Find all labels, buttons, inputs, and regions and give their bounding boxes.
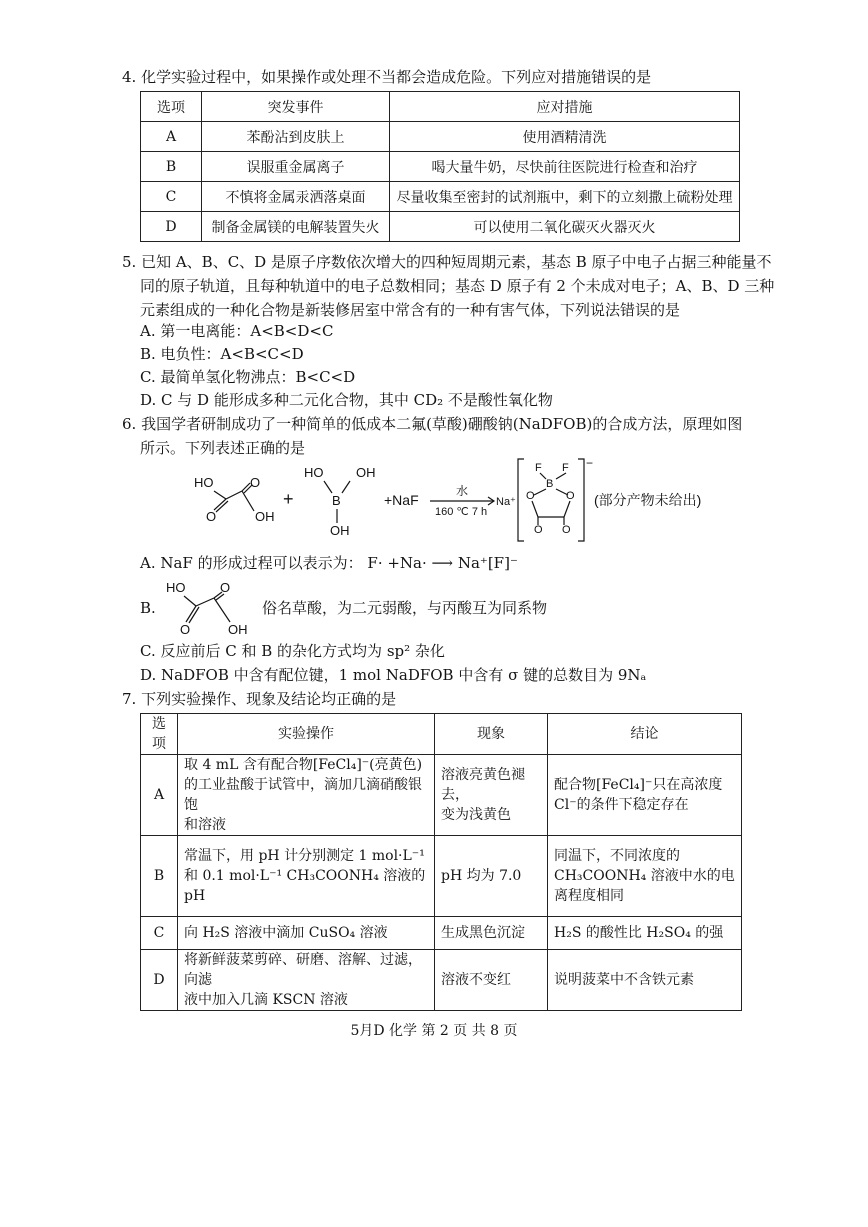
q5-option-b: B. 电负性：A<B<C<D [140, 345, 304, 363]
q7-table [140, 713, 742, 1011]
text-line: 常温下，用 pH 计分别测定 1 mol·L⁻¹ [184, 848, 425, 864]
q5-stem-line2: 同的原子轨道，且每种轨道中的电子总数相同；基态 D 原子有 2 个未成对电子；A、B、D 三种 [140, 277, 775, 295]
table-row [141, 836, 742, 917]
struct-oh: OH [228, 622, 248, 637]
cell-option: D [141, 950, 178, 1011]
formation-arrow: ⟶ [431, 554, 454, 572]
text-line: pH [184, 888, 206, 904]
bond [242, 491, 254, 511]
cell-event: 制备金属镁的电解装置失火 [202, 212, 390, 242]
product-b: B [546, 478, 554, 490]
cell-event: 苯酚沾到皮肤上 [202, 122, 390, 152]
page-footer: 5月D 化学 第 2 页 共 8 页 [350, 1023, 518, 1039]
table-row [141, 182, 740, 212]
cell-measure: 使用酒精清洗 [390, 122, 740, 152]
sodium-ion: Na⁺ [496, 496, 516, 508]
q6-option-a [140, 553, 518, 573]
cell-phenomenon: 生成黑色沉淀 [435, 917, 548, 950]
q6-option-b-text: 俗名草酸，为二元弱酸，与丙酸互为同系物 [262, 599, 548, 617]
text-line: 液中加入几滴 KSCN 溶液 [184, 992, 348, 1008]
struct-o-bottom: O [180, 622, 191, 637]
text-line: 配合物[FeCl₄]⁻只在高浓度 [554, 777, 723, 793]
product-o-ring-right: O [566, 490, 575, 502]
formation-left: F· +Na· [367, 554, 427, 572]
cell-phenomenon: pH 均为 7.0 [435, 836, 548, 917]
cell-event: 不慎将金属汞洒落桌面 [202, 182, 390, 212]
cell-phenomenon: 溶液不变红 [435, 950, 548, 1011]
q6-option-a-text: A. NaF 的形成过程可以表示为： [140, 554, 363, 572]
bracket-right [578, 459, 584, 541]
q6-option-b-label: B. [140, 599, 156, 617]
q4-table [140, 91, 740, 242]
cell-conclusion [548, 755, 742, 836]
bond [214, 491, 226, 499]
bond [184, 596, 196, 606]
bond [226, 491, 242, 499]
bracket-left [518, 459, 524, 541]
boric-oh-top: OH [356, 465, 376, 480]
bond [214, 598, 230, 622]
reaction-scheme [180, 455, 740, 545]
table-row [141, 122, 740, 152]
condition-solvent: 水 [456, 484, 469, 498]
cell-option: C [141, 917, 178, 950]
header-option: 选项 [141, 92, 202, 122]
cell-option: B [141, 836, 178, 917]
cell-operation [178, 836, 435, 917]
text-line: 的工业盐酸于试管中，滴加几滴硝酸银饱 [184, 777, 422, 813]
cell-phenomenon [435, 755, 548, 836]
oxalic-ho: HO [194, 475, 214, 490]
cell-option: D [141, 212, 202, 242]
cell-option: A [141, 755, 178, 836]
table-row [141, 212, 740, 242]
cell-operation: 向 H₂S 溶液中滴加 CuSO₄ 溶液 [178, 917, 435, 950]
header-event: 突发事件 [202, 92, 390, 122]
header-phenomenon: 现象 [435, 714, 548, 755]
bond [540, 473, 546, 479]
cell-conclusion [548, 836, 742, 917]
bond [534, 489, 546, 495]
table-header-row [141, 714, 742, 755]
option-b-structure [162, 578, 258, 638]
bond [564, 501, 570, 517]
boric-ho: HO [304, 465, 324, 480]
q5-stem-line1: 5. 已知 A、B、C、D 是原子序数依次增大的四种短周期元素，基态 B 原子中电子占据三种能量不 [122, 253, 772, 271]
cell-measure: 喝大量牛奶，尽快前往医院进行检查和治疗 [390, 152, 740, 182]
table-row [141, 917, 742, 950]
cell-measure: 可以使用二氧化碳灭火器灭火 [390, 212, 740, 242]
formation-right: Na⁺[F]⁻ [457, 554, 518, 572]
cell-measure: 尽量收集至密封的试剂瓶中，剩下的立刻撒上硫粉处理 [390, 182, 740, 212]
q4-stem: 4. 化学实验过程中，如果操作或处理不当都会造成危险。下列应对措施错误的是 [122, 68, 652, 86]
plus-naf: +NaF [384, 492, 419, 508]
text-line: CH₃COONH₄ 溶液中水的电 [554, 868, 735, 884]
text-line: 同温下，不同浓度的 [554, 848, 680, 864]
table-row [141, 950, 742, 1011]
cell-conclusion: 说明菠菜中不含铁元素 [548, 950, 742, 1011]
oxalic-o-top: O [250, 475, 261, 490]
product-o-carbonyl-left: O [534, 524, 543, 536]
cell-conclusion: H₂S 的酸性比 H₂SO₄ 的强 [548, 917, 742, 950]
table-header-row [141, 92, 740, 122]
bond [532, 501, 538, 517]
cell-operation [178, 950, 435, 1011]
header-measure: 应对措施 [390, 92, 740, 122]
table-row [141, 152, 740, 182]
oxalic-o-bottom: O [206, 509, 217, 524]
q5-option-a: A. 第一电离能：A<B<D<C [140, 322, 334, 340]
bond [342, 481, 350, 493]
q6-stem-line2: 所示。下列表述正确的是 [140, 439, 306, 457]
bond [196, 598, 214, 606]
q5-stem-line3: 元素组成的一种化合物是新装修居室中常含有的一种有害气体，下列说法错误的是 [140, 301, 681, 319]
q5-option-c: C. 最简单氢化物沸点：B<C<D [140, 368, 356, 386]
product-charge: − [586, 456, 594, 470]
text-line: 和溶液 [184, 817, 226, 833]
q5-option-d: D. C 与 D 能形成多种二元化合物，其中 CD₂ 不是酸性氧化物 [140, 391, 553, 409]
cell-option: C [141, 182, 202, 212]
cell-operation [178, 755, 435, 836]
table-row [141, 755, 742, 836]
product-f-left: F [535, 462, 542, 474]
header-option: 选项 [141, 714, 178, 755]
cell-event: 误服重金属离子 [202, 152, 390, 182]
product-o-carbonyl-right: O [562, 524, 571, 536]
header-operation: 实验操作 [178, 714, 435, 755]
struct-ho: HO [166, 580, 186, 595]
text-line: 变为浅黄色 [441, 807, 511, 823]
q6-stem-line1: 6. 我国学者研制成功了一种简单的低成本二氟(草酸)硼酸钠(NaDFOB)的合成方法，原理如图 [122, 415, 743, 433]
product-o-ring-left: O [526, 490, 535, 502]
oxalic-oh: OH [255, 509, 275, 524]
text-line: Cl⁻的条件下稳定存在 [554, 797, 689, 813]
q6-option-c: C. 反应前后 C 和 B 的杂化方式均为 sp² 杂化 [140, 642, 445, 660]
plus-sign: + [283, 489, 294, 509]
boric-b: B [332, 493, 341, 508]
text-line: 取 4 mL 含有配合物[FeCl₄]⁻(亮黄色) [184, 757, 423, 773]
bond [242, 483, 250, 491]
product-f-right: F [562, 462, 569, 474]
condition-temperature: 160 ℃ 7 h [435, 506, 488, 518]
q6-option-d: D. NaDFOB 中含有配位键，1 mol NaDFOB 中含有 σ 键的总数目为 9Nₐ [140, 666, 647, 684]
cell-option: A [141, 122, 202, 152]
text-line: 将新鲜菠菜剪碎、研磨、溶解、过滤，向滤 [184, 952, 422, 988]
text-line: 离程度相同 [554, 888, 624, 904]
cell-option: B [141, 152, 202, 182]
bond [324, 481, 332, 493]
struct-o-top: O [220, 580, 231, 595]
header-conclusion: 结论 [548, 714, 742, 755]
bond [556, 473, 566, 479]
reaction-note: (部分产物未给出) [594, 492, 702, 508]
boric-oh-bottom: OH [330, 523, 350, 538]
text-line: 溶液亮黄色褪去， [441, 767, 525, 803]
q7-stem: 7. 下列实验操作、现象及结论均正确的是 [122, 690, 397, 708]
text-line: 和 0.1 mol·L⁻¹ CH₃COONH₄ 溶液的 [184, 868, 426, 884]
